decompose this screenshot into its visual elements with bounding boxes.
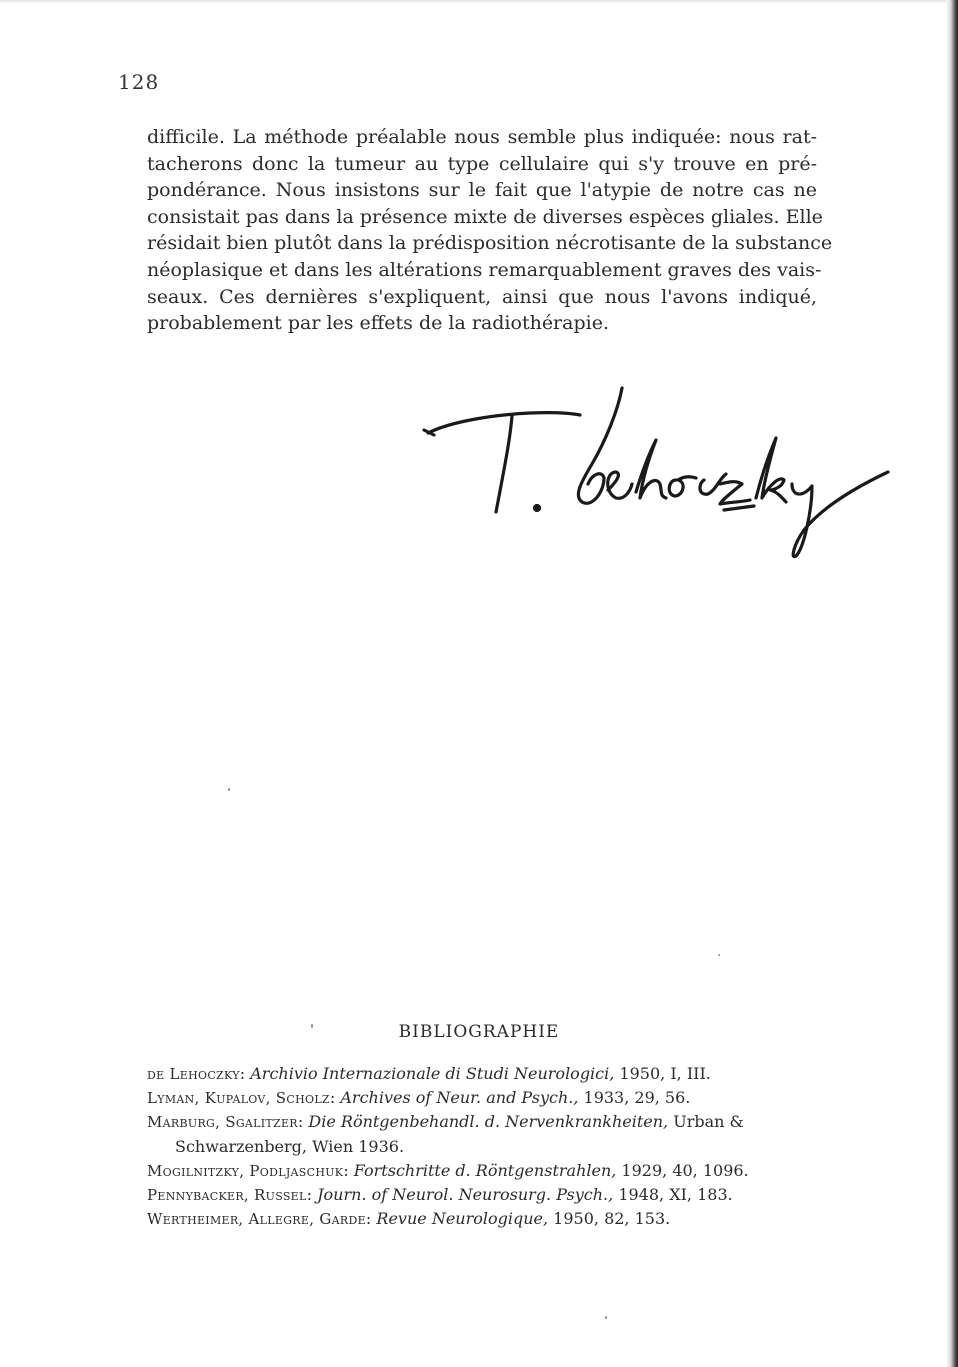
entry-separator: : (306, 1185, 318, 1205)
entry-title: Journ. of Neurol. Neurosurg. Psych., (317, 1185, 614, 1205)
entry-authors: de Lehoczky (147, 1065, 240, 1083)
body-line: difficile. La méthode préalable nous semble plus indiquée: nous rat- (147, 126, 817, 148)
entry-separator: : (239, 1064, 251, 1083)
entry-separator: : (365, 1209, 377, 1229)
bibliography-entry (147, 1110, 827, 1134)
entry-details: 1948, XI, 183. (613, 1185, 733, 1205)
entry-authors: Mogilnitzky, Podljaschuk (147, 1161, 344, 1180)
scan-binding-edge (946, 0, 958, 1367)
bibliography-entry (147, 1207, 827, 1231)
bibliography-entry (147, 1183, 827, 1207)
body-paragraph (147, 124, 833, 337)
bibliography-entry (147, 1086, 827, 1110)
entry-details: 1933, 29, 56. (578, 1088, 691, 1108)
entry-title: Die Röntgenbehandl. d. Nervenkrankheiten, (308, 1112, 669, 1132)
bibliography-heading: BIBLIOGRAPHIE (398, 1022, 560, 1042)
scan-speck (718, 954, 720, 956)
entry-title: Archivio Internazionale di Studi Neurologici, (250, 1064, 615, 1083)
entry-separator: : (297, 1112, 309, 1132)
bibliography-entry-continuation: Schwarzenberg, Wien 1936. (175, 1136, 405, 1156)
entry-details: 1929, 40, 1096. (616, 1160, 749, 1180)
entry-title: Archives of Neur. and Psych., (340, 1088, 579, 1108)
handwritten-signature (420, 380, 890, 580)
bibliography-entry (147, 1062, 827, 1086)
entry-separator: : (343, 1160, 354, 1180)
entry-separator: : (329, 1088, 341, 1108)
entry-authors: Marburg, Sgalitzer (147, 1113, 298, 1132)
entry-title: Revue Neurologique, (376, 1209, 549, 1229)
signature-drawing (420, 380, 890, 580)
entry-details: 1950, I, III. (614, 1064, 711, 1083)
body-line: tacherons donc la tumeur au type cellulaire qui s'y trouve en pré- (147, 152, 817, 175)
entry-title: Fortschritte d. Röntgenstrahlen, (353, 1160, 617, 1180)
body-line: résidait bien plutôt dans la prédisposition nécrotisante de la substance (147, 232, 833, 255)
entry-details: Urban & (668, 1112, 744, 1132)
entry-authors: Pennybacker, Russel (147, 1186, 307, 1205)
body-line: seaux. Ces dernières s'expliquent, ainsi que nous l'avons indiqué, (147, 285, 817, 308)
body-line: pondérance. Nous insistons sur le fait que l'atypie de notre cas ne (147, 179, 817, 202)
scan-top-shadow (0, 0, 958, 4)
entry-authors: Wertheimer, Allegre, Garde (147, 1210, 366, 1229)
scan-speck (311, 1024, 313, 1028)
body-line: consistait pas dans la présence mixte de diverses espèces gliales. Elle (147, 205, 823, 228)
bibliography-list (147, 1062, 827, 1231)
body-line: néoplasique et dans les altérations remarquablement graves des vais- (147, 258, 822, 281)
scan-speck (228, 788, 230, 791)
bibliography-entry (147, 1159, 827, 1183)
entry-details: 1950, 82, 153. (548, 1209, 671, 1229)
page-number: 128 (118, 70, 160, 94)
scan-speck (605, 1316, 607, 1319)
body-line: probablement par les effets de la radiothérapie. (147, 312, 609, 335)
entry-authors: Lyman, Kupalov, Scholz (147, 1089, 330, 1108)
